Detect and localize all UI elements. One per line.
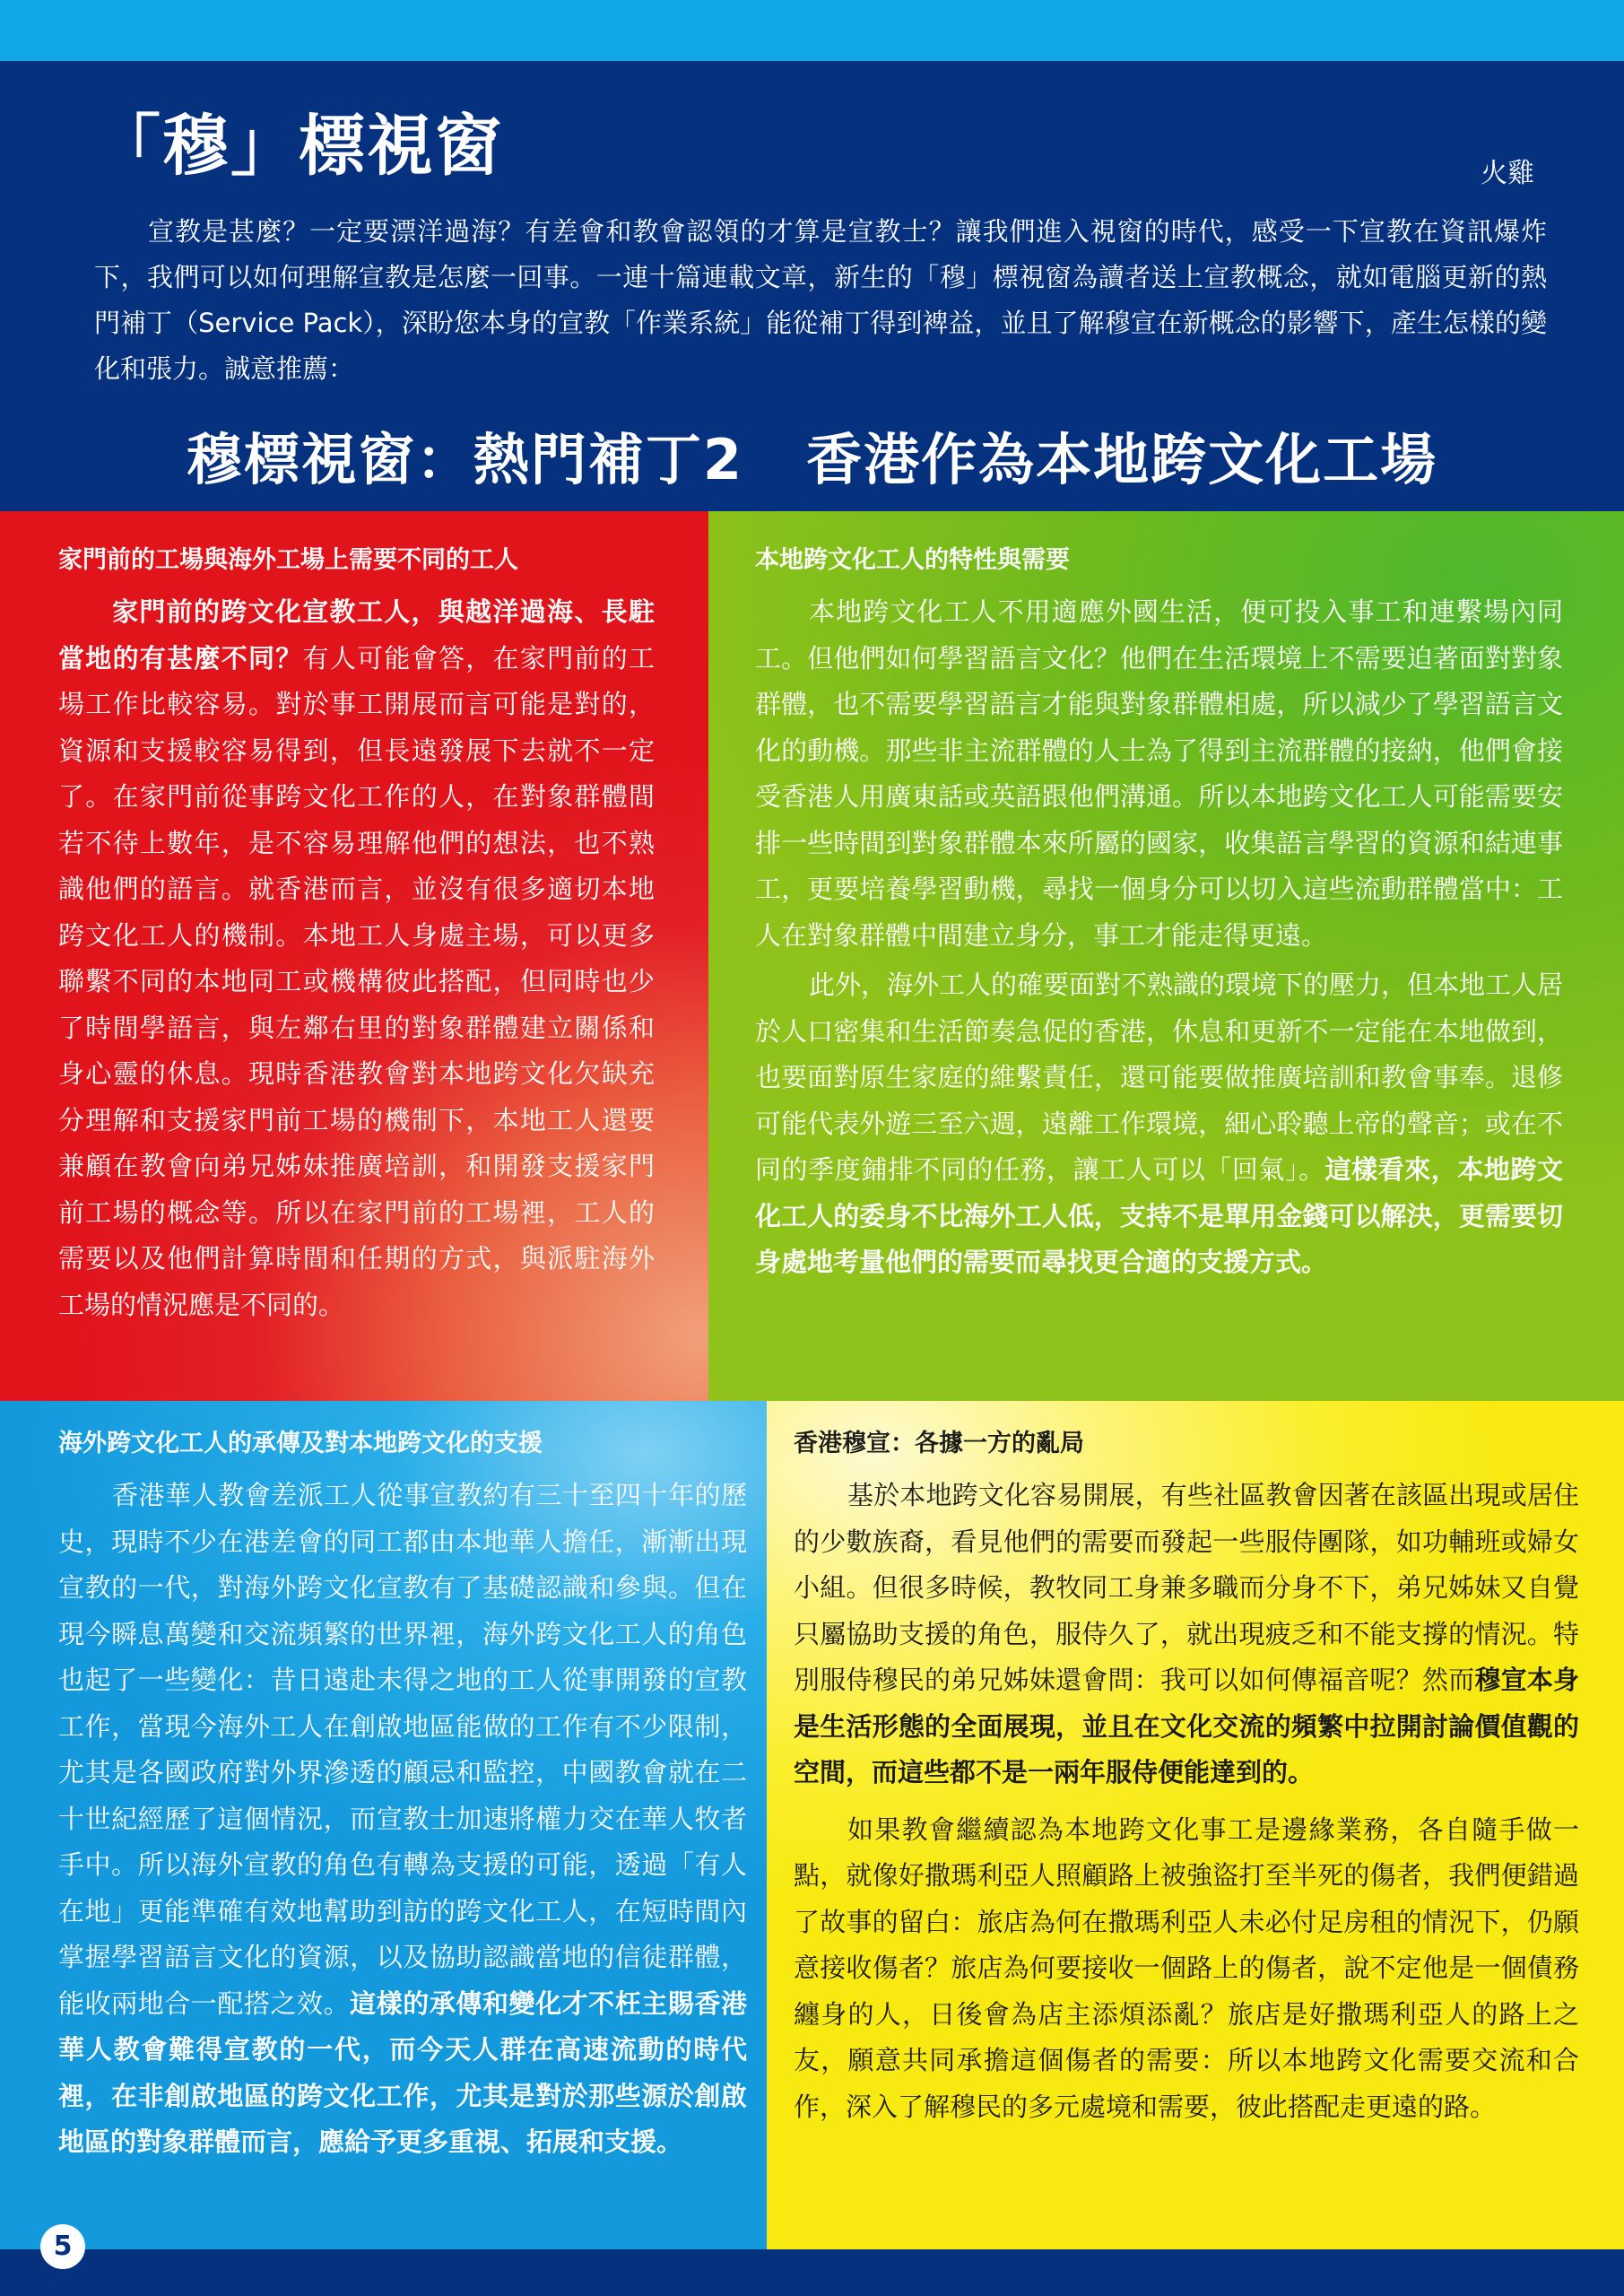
section-overseas-workers-support xyxy=(0,1401,767,2249)
bold-lead: 家門前的跨文化宣教工人，與越洋過海、長駐當地的有甚麼不同？ xyxy=(58,596,655,674)
section-paragraph: 此外，海外工人的確要面對不熟識的環境下的壓力，但本地工人居於人口密集和生活節奏急促的香港，休息和更新不一定能在本地做到，也要面對原生家庭的維繫責任，還可能要做推廣培訓和教會事奉。退修可能代表外遊三至六週，遠離工作環境，細心聆聽上帝的聲音；或在不同的季度鋪排不同的任務，讓工人可以「回氣」。這樣看來，本地跨文化工人的委身不比海外工人低，支持不是單用金錢可以解決，更需要切身處地考量他們的需要而尋找更合適的支援方式。 xyxy=(755,970,1564,1277)
series-title: 穆標視窗：熱門補丁2 xyxy=(186,427,744,492)
section-paragraph: 家門前的跨文化宣教工人，與越洋過海、長駐當地的有甚麼不同？有人可能會答，在家門前的工場工作比較容易。對於事工開展而言可能是對的，資源和支援較容易得到，但長遠發展下去就不一定了。在家門前從事跨文化工作的人，在對象群體間若不待上數年，是不容易理解他們的想法，也不熟識他們的語言。就香港而言，並沒有很多適切本地跨文化工人的機制。本地工人身處主場，可以更多聯繫不同的本地同工或機構彼此搭配，但同時也少了時間學語言，與左鄰右里的對象群體建立關係和身心靈的休息。現時香港教會對本地跨文化欠缺充分理解和支援家門前工場的機制下，本地工人還要兼顧在教會向弟兄姊妹推廣培訓，和開發支援家門前工場的概念等。所以在家門前的工場裡，工人的需要以及他們計算時間和任期的方式，與派駐海外工場的情況應是不同的。 xyxy=(58,596,655,1320)
page-number: 5 xyxy=(40,2224,85,2269)
section-paragraph: 香港華人教會差派工人從事宣教約有三十至四十年的歷史，現時不少在港差會的同工都由本地華人擔任，漸漸出現宣教的一代，對海外跨文化宣教有了基礎認識和參與。但在現今瞬息萬變和交流頻繁的世界裡，海外跨文化工人的角色也起了一些變化：昔日遠赴未得之地的工人從事開發的宣教工作，當現今海外工人在創啟地區能做的工作有不少限制，尤其是各國政府對外界滲透的顧忌和監控，中國教會就在二十世紀經歷了這個情況，而宣教士加速將權力交在華人牧者手中。所以海外宣教的角色有轉為支援的可能，透過「有人在地」更能準確有效地幫助到訪的跨文化工人，在短時間內掌握學習語言文化的資源，以及協助認識當地的信徒群體，能收兩地合一配搭之效。這樣的承傳和變化才不枉主賜香港華人教會難得宣教的一代，而今天人群在高速流動的時代裡，在非創啟地區的跨文化工作，尤其是對於那些源於創啟地區的對象群體而言，應給予更多重視、拓展和支援。 xyxy=(58,1480,747,2157)
article-subtitle xyxy=(0,424,1624,496)
section-paragraph: 本地跨文化工人不用適應外國生活，便可投入事工和連繫場內同工。但他們如何學習語言文化？他們在生活環境上不需要迫著面對對象群體，也不需要學習語言才能與對象群體相處，所以減少了學習語言文化的動機。那些非主流群體的人士為了得到主流群體的接納，他們會接受香港人用廣東話或英語跟他們溝通。所以本地跨文化工人可能需要安排一些時間到對象群體本來所屬的國家，收集語言學習的資源和結連事工，更要培養學習動機，尋找一個身分可以切入這些流動群體當中：工人在對象群體中間建立身分，事工才能走得更遠。 xyxy=(755,596,1563,951)
bold-conclusion: 這樣的承傳和變化才不枉主賜香港華人教會難得宣教的一代，而今天人群在高速流動的時代裡，在非創啟地區的跨文化工作，尤其是對於那些源於創啟地區的對象群體而言，應給予更多重視、拓展和支援。 xyxy=(58,1987,747,2157)
column-title: 「穆」標視窗 xyxy=(94,108,503,185)
section-local-workers-needs xyxy=(708,511,1624,1401)
section-paragraph: 如果教會繼續認為本地跨文化事工是邊緣業務，各自隨手做一點，就像好撒瑪利亞人照顧路上被強盜打至半死的傷者，我們便錯過了故事的留白：旅店為何在撒瑪利亞人未必付足房租的情況下，仍願意接收傷者？旅店為何要接收一個路上的傷者，說不定他是一個債務纏身的人，日後會為店主添煩添亂？旅店是好撒瑪利亞人的路上之友，願意共同承擔這個傷者的需要：所以本地跨文化需要交流和合作，深入了解穆民的多元處境和需要，彼此搭配走更遠的路。 xyxy=(794,1813,1579,2122)
bold-conclusion: 這樣看來，本地跨文化工人的委身不比海外工人低，支持不是單用金錢可以解決，更需要切身處地考量他們的需要而尋找更合適的支援方式。 xyxy=(755,1154,1563,1277)
article-header xyxy=(0,61,1624,511)
intro-paragraph: 宣教是甚麼？一定要漂洋過海？有差會和教會認領的才算是宣教士？讓我們進入視窗的時代，感受一下宣教在資訊爆炸下，我們可以如何理解宣教是怎麼一回事。一連十篇連載文章，新生的「穆」標視窗為讀者送上宣教概念，就如電腦更新的熱門補丁（Service Pack），深盼您本身的宣教「作業系統」能從補丁得到裨益，並且了解穆宣在新概念的影響下，產生怎樣的變化和張力。誠意推薦： xyxy=(94,216,1547,384)
bold-statement: 穆宣本身是生活形態的全面展現，並且在文化交流的頻繁中拉開討論價值觀的空間，而這些都不是一兩年服侍便能達到的。 xyxy=(794,1665,1579,1787)
section-heading: 海外跨文化工人的承傳及對本地跨文化的支援 xyxy=(58,1430,543,1457)
footer-bar xyxy=(0,2249,1624,2296)
top-color-strip xyxy=(0,0,1624,61)
section-home-field-workers xyxy=(0,511,708,1401)
article-topic: 香港作為本地跨文化工場 xyxy=(806,427,1438,492)
section-heading: 家門前的工場與海外工場上需要不同的工人 xyxy=(58,546,518,574)
section-heading: 本地跨文化工人的特性與需要 xyxy=(755,546,1070,574)
section-hk-muslim-mission xyxy=(767,1401,1624,2249)
author-name: 火雞 xyxy=(1481,158,1534,189)
section-paragraph: 基於本地跨文化容易開展，有些社區教會因著在該區出現或居住的少數族裔，看見他們的需要而發起一些服侍團隊，如功輔班或婦女小組。但很多時候，教牧同工身兼多職而分身不下，弟兄姊妹又自覺只屬協助支援的角色，服侍久了，就出現疲乏和不能支撐的情況。特別服侍穆民的弟兄姊妹還會問：我可以如何傳福音呢？然而穆宣本身是生活形態的全面展現，並且在文化交流的頻繁中拉開討論價值觀的空間，而這些都不是一兩年服侍便能達到的。 xyxy=(794,1480,1579,1787)
section-heading: 香港穆宣：各據一方的亂局 xyxy=(794,1430,1084,1457)
